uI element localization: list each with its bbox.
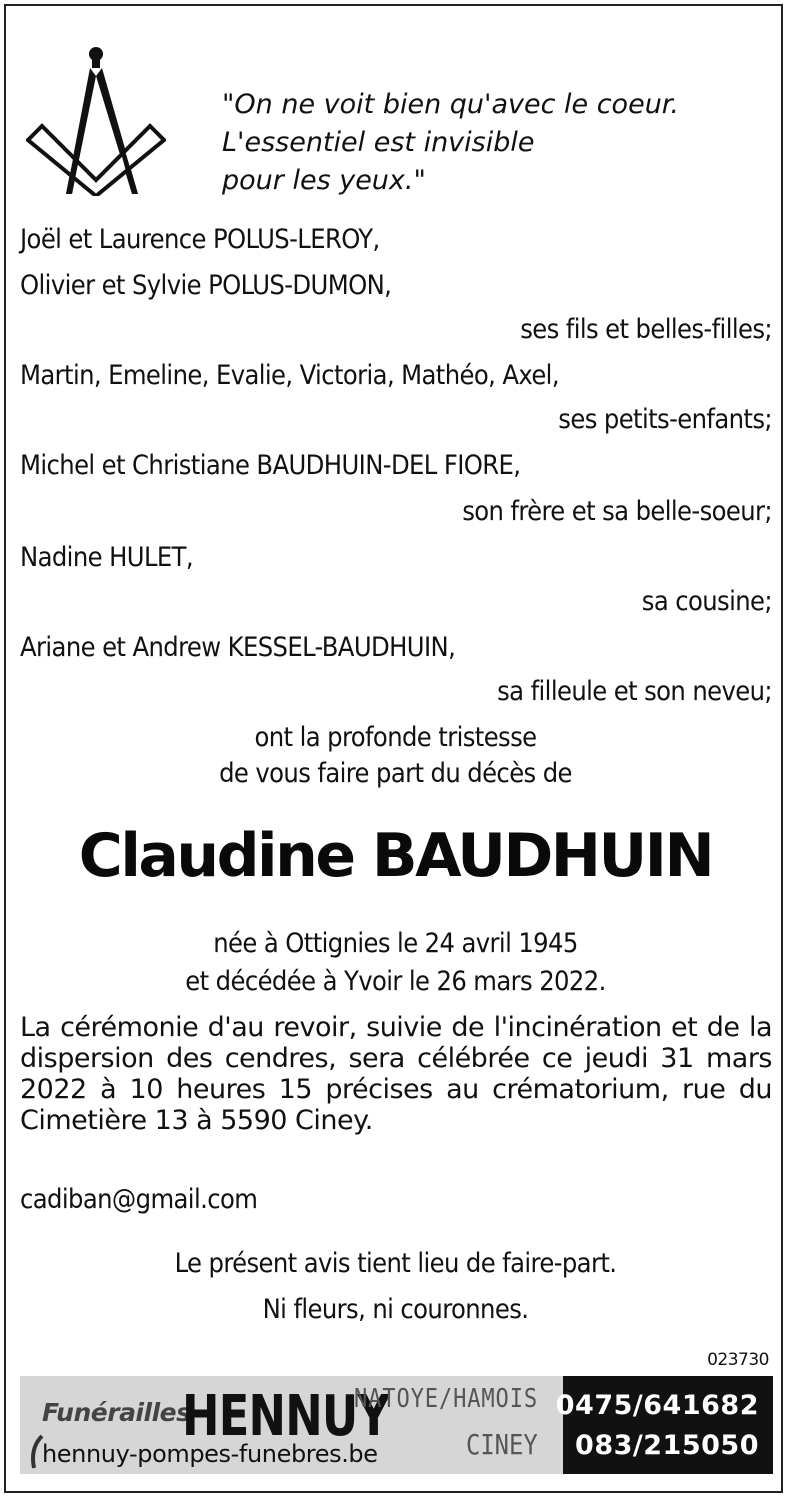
family-line: Joël et Laurence POLUS-LEROY, xyxy=(20,224,380,255)
square-and-compass-icon xyxy=(26,44,166,196)
death-line: et décédée à Yvoir le 26 mars 2022. xyxy=(185,966,606,997)
reference-number: 023730 xyxy=(707,1350,769,1370)
quote xyxy=(222,86,742,200)
family-line: Nadine HULET, xyxy=(20,542,193,573)
quote-line: L'essentiel est invisible xyxy=(222,127,535,158)
phone-panel xyxy=(555,1376,773,1474)
quote-line: pour les yeux." xyxy=(222,165,426,196)
towns-label: NATOYE/HAMOIS xyxy=(354,1384,539,1414)
phone-number[interactable]: 0475/641682 xyxy=(555,1390,759,1421)
ciney-label: CINEY xyxy=(466,1428,538,1461)
funerailles-label: Funérailles xyxy=(42,1398,191,1427)
announce-line: de vous faire part du décès de xyxy=(219,758,572,789)
brand-name: HENNUY xyxy=(182,1384,390,1449)
family-line: Ariane et Andrew KESSEL-BAUDHUIN, xyxy=(20,632,456,663)
notice-line: Ni fleurs, ni couronnes. xyxy=(262,1294,529,1325)
email: cadiban@gmail.com xyxy=(20,1184,258,1215)
quote-line: "On ne voit bien qu'avec le coeur. xyxy=(222,89,680,120)
notice-line: Le présent avis tient lieu de faire-part. xyxy=(174,1248,617,1279)
phone-number[interactable]: 083/215050 xyxy=(575,1430,759,1461)
family-line: Martin, Emeline, Evalie, Victoria, Mathéo, Axel, xyxy=(20,360,559,391)
funeral-home-banner xyxy=(20,1376,773,1474)
family-relation: sa filleule et son neveu; xyxy=(497,676,772,707)
family-line: Michel et Christiane BAUDHUIN-DEL FIORE, xyxy=(20,450,521,481)
announce-line: ont la profonde tristesse xyxy=(254,722,537,753)
family-relation: sa cousine; xyxy=(641,586,772,617)
family-relation: ses fils et belles-filles; xyxy=(520,314,772,345)
family-relation: son frère et sa belle-soeur; xyxy=(462,496,772,527)
birth-line: née à Ottignies le 24 avril 1945 xyxy=(213,928,578,959)
website-link[interactable]: hennuy-pompes-funebres.be xyxy=(42,1440,378,1468)
family-line: Olivier et Sylvie POLUS-DUMON, xyxy=(20,270,392,301)
deceased-name: Claudine BAUDHUIN xyxy=(78,821,713,891)
ceremony-paragraph: La cérémonie d'au revoir, suivie de l'incinération et de la dispersion des cendres, sera célébrée ce jeudi 31 mars 2022 à 10 heures 15 précises au crématorium, rue du Cimetière 13 à 5590 Ciney. xyxy=(20,1012,772,1136)
family-relation: ses petits-enfants; xyxy=(558,404,772,435)
